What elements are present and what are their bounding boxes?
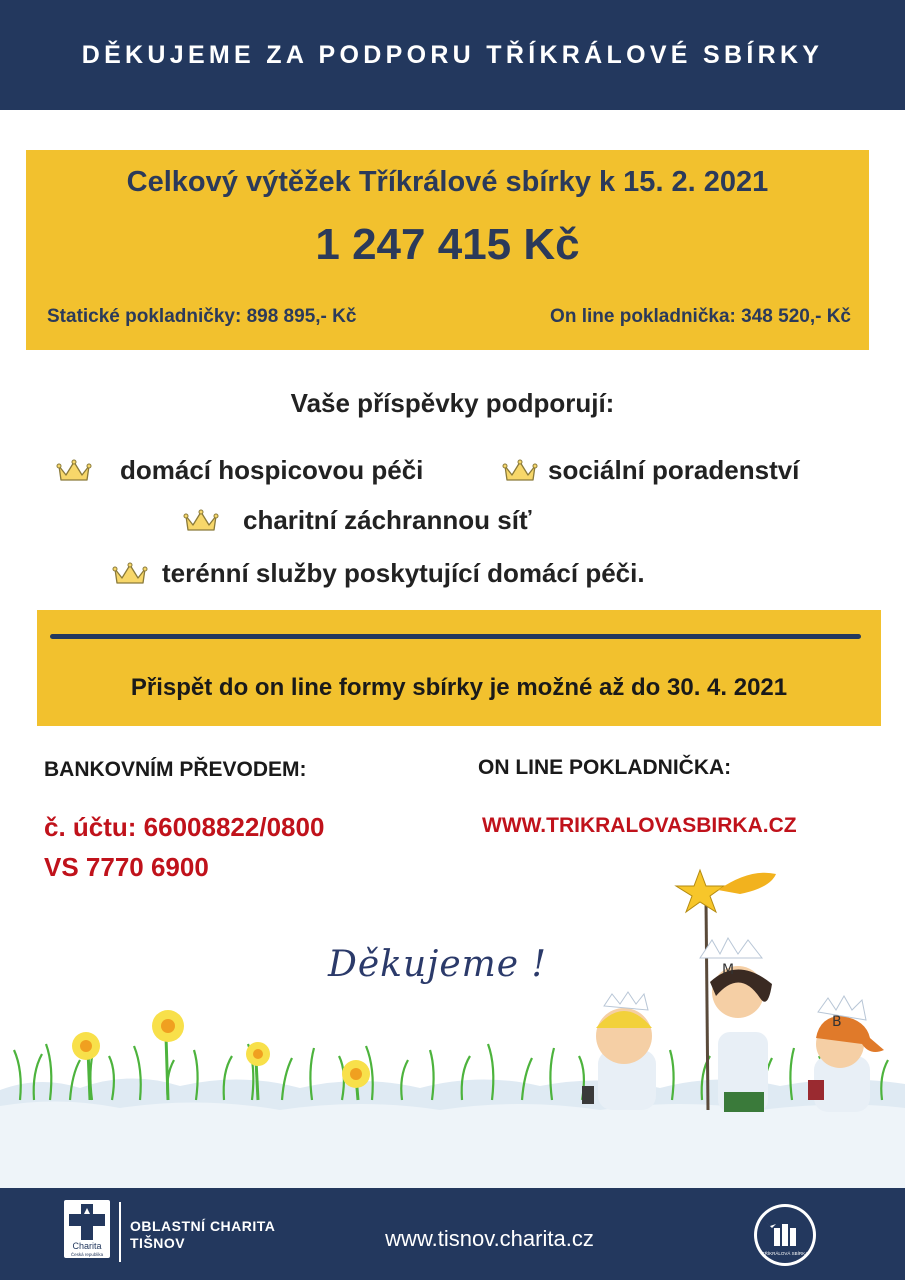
- org-name-line1: OBLASTNÍ CHARITA: [130, 1218, 276, 1234]
- support-heading: Vaše příspěvky podporují:: [290, 388, 615, 418]
- support-item-label: domácí hospicovou péči: [120, 455, 424, 485]
- thank-you-script: Děkujeme !: [328, 944, 547, 985]
- illustration-scene: [0, 860, 905, 1190]
- support-item-field-services: [112, 558, 645, 589]
- support-item-label: terénní služby poskytující domácí péči.: [162, 558, 645, 588]
- bank-transfer-label: BANKOVNÍM PŘEVODEM:: [44, 758, 307, 781]
- org-name-line2: TIŠNOV: [130, 1235, 186, 1251]
- tks-logo-text: TŘÍKRÁLOVÁ SBÍRKA: [761, 1251, 809, 1256]
- charita-logo-text: Charita: [72, 1241, 102, 1251]
- deadline-text: Přispět do on line formy sbírky je možné až do 30. 4. 2021: [130, 674, 788, 701]
- bank-account-number: č. účtu: 66008822/0800: [44, 812, 325, 842]
- support-item-label: sociální poradenství: [548, 455, 800, 485]
- total-summary-box: [26, 150, 869, 350]
- footer-website-link[interactable]: www.tisnov.charita.cz: [385, 1226, 594, 1251]
- online-box-amount: On line pokladnička: 348 520,- Kč: [550, 306, 851, 327]
- donation-website-link[interactable]: WWW.TRIKRALOVASBIRKA.CZ: [482, 814, 797, 837]
- footer: [0, 1188, 905, 1280]
- trikralova-sbirka-logo: [752, 1202, 818, 1268]
- crown-letter-m: M: [722, 962, 735, 978]
- variable-symbol: VS 7770 6900: [44, 852, 209, 882]
- snow-front: [0, 1101, 905, 1190]
- header-title: DĚKUJEME ZA PODPORU TŘÍKRÁLOVÉ SBÍRKY: [81, 40, 824, 69]
- support-item-label: charitní záchrannou síť: [243, 505, 532, 535]
- total-heading: Celkový výtěžek Tříkrálové sbírky k 15. 2. 2021: [126, 166, 769, 198]
- total-amount: 1 247 415 Kč: [315, 220, 580, 269]
- support-item-safety-net: [183, 505, 531, 536]
- support-item-counseling: [502, 455, 799, 486]
- static-boxes-amount: Statické pokladničky: 898 895,- Kč: [47, 306, 357, 327]
- header-banner: [0, 0, 905, 110]
- divider-line: [50, 634, 861, 639]
- deadline-box: [37, 610, 881, 726]
- crown-letter-b: B: [832, 1014, 842, 1030]
- crown-icon: [502, 458, 538, 484]
- charita-logo-subtext: Česká republika: [70, 1252, 104, 1257]
- three-kings-children: [582, 938, 884, 1112]
- crown-icon: [56, 458, 92, 484]
- crown-icon: [112, 561, 148, 587]
- online-box-label: ON LINE POKLADNIČKA:: [478, 756, 732, 779]
- support-item-hospice: [56, 455, 423, 486]
- crown-icon: [183, 508, 219, 534]
